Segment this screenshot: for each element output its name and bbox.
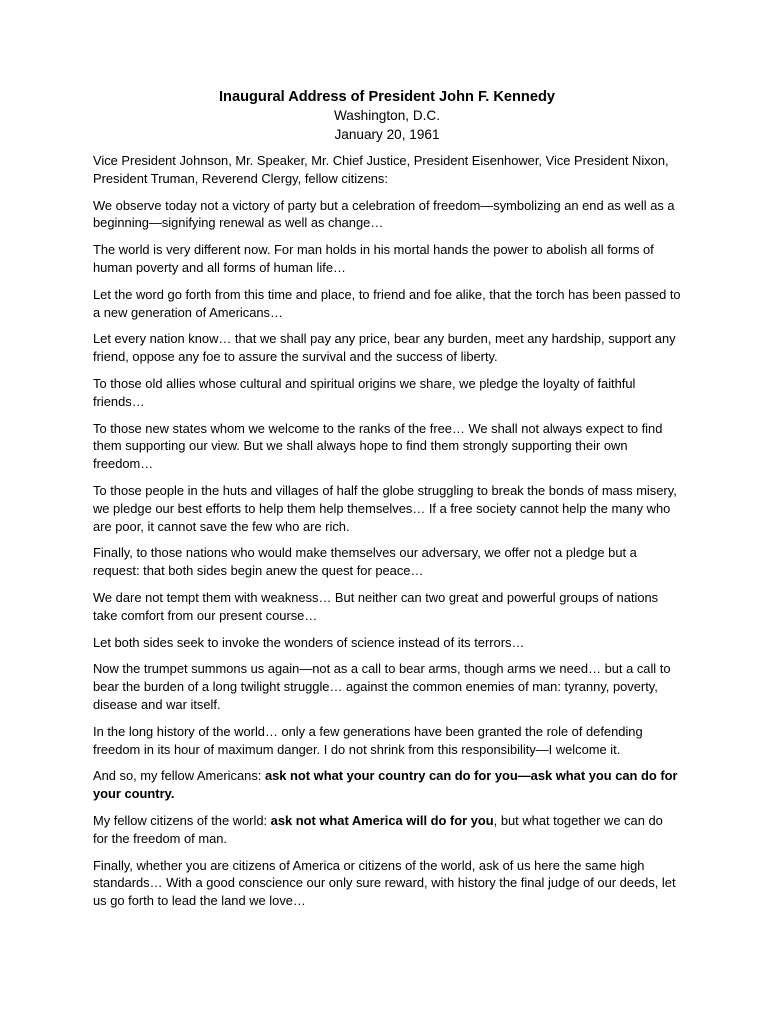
paragraph: To those people in the huts and villages of half the globe struggling to break the bonds of mass misery, we pledge our best efforts to help them help themselves… If a free society cannot help the many who are poor, it cannot save the few who are rich. [93, 482, 677, 534]
paragraph-with-emphasis [93, 812, 681, 848]
paragraph: To those old allies whose cultural and spiritual origins we share, we pledge the loyalty of faithful friends… [93, 375, 636, 409]
document-date: January 20, 1961 [334, 127, 440, 142]
paragraph: Finally, whether you are citizens of America or citizens of the world, ask of us here the same high standards… With a good conscience our only sure reward, with history the final judge of our deeds, let us go forth to lead the land we love… [93, 857, 676, 909]
paragraph: We dare not tempt them with weakness… But neither can two great and powerful groups of nations take comfort from our present course… [93, 589, 659, 623]
paragraph: The world is very different now. For man holds in his mortal hands the power to abolish all forms of human poverty and all forms of human life… [93, 242, 654, 275]
emphasized-quote: ask not what America will do for you [270, 812, 494, 828]
paragraph: Let every nation know… that we shall pay any price, bear any burden, meet any hardship, support any friend, oppose any foe to assure the survival and the success of liberty. [93, 331, 676, 365]
paragraph: Let the word go forth from this time and place, to friend and foe alike, that the torch has been passed to a new generation of Americans… [93, 286, 681, 320]
document-title: Inaugural Address of President John F. Kennedy [219, 89, 555, 105]
paragraph: To those new states whom we welcome to the ranks of the free… We shall not always expect to find them supporting our view. But we shall always hope to find them strongly supporting their own freedom… [93, 420, 663, 472]
paragraph: Let both sides seek to invoke the wonders of science instead of its terrors… [93, 634, 525, 650]
paragraph-continuation: , but what together we can do for the freedom of man. [93, 812, 663, 846]
paragraph: Now the trumpet summons us again—not as a call to bear arms, though arms we need… but a call to bear the burden of a long twilight struggle… against the common enemies of man: tyranny, poverty, disease and war itself. [93, 661, 671, 712]
emphasized-quote: ask not what your country can do for you—ask what you can do for your country. [93, 768, 678, 802]
paragraph: Vice President Johnson, Mr. Speaker, Mr. Chief Justice, President Eisenhower, Vice President Nixon, President Truman, Reverend Clergy, fellow citizens: [93, 153, 669, 186]
document-page [93, 88, 681, 919]
paragraph: In the long history of the world… only a few generations have been granted the role of defending freedom in its hour of maximum danger. I do not shrink from this responsibility—I welcome it. [93, 723, 643, 757]
document-body [93, 152, 681, 910]
paragraph: We observe today not a victory of party but a celebration of freedom—symbolizing an end as well as a beginning—signifying renewal as well as change… [93, 197, 675, 231]
paragraph-with-emphasis [93, 767, 681, 803]
paragraph-lead-in: And so, my fellow Americans: [93, 768, 265, 784]
document-location: Washington, D.C. [333, 108, 441, 123]
paragraph: Finally, to those nations who would make themselves our adversary, we offer not a pledge but a request: that both sides begin anew the quest for peace… [93, 545, 637, 579]
paragraph-lead-in: My fellow citizens of the world: [93, 812, 271, 828]
